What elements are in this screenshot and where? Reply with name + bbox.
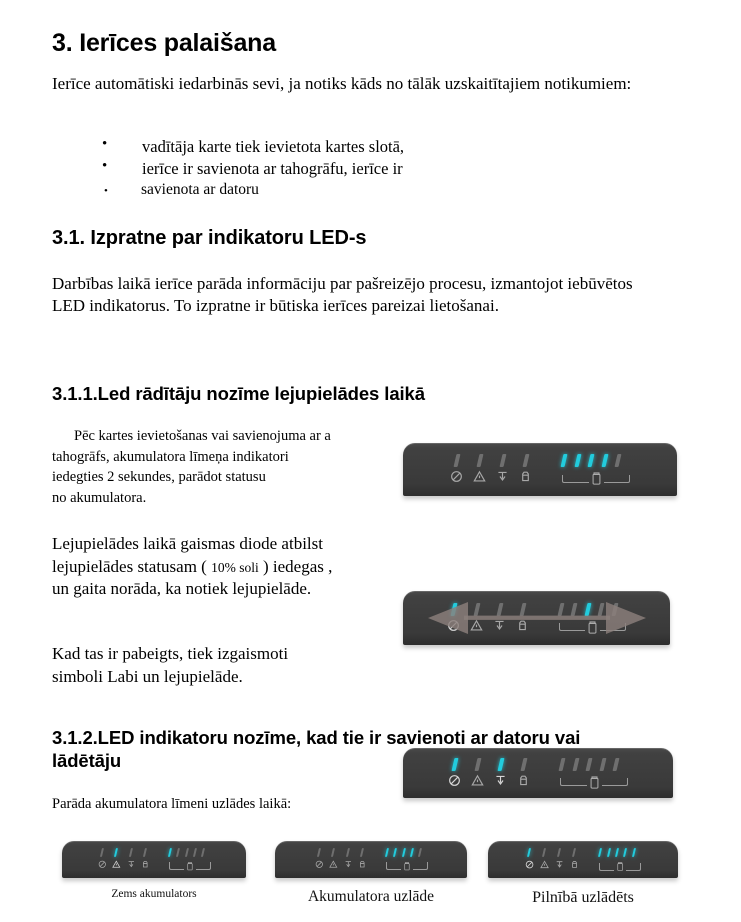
battery-icon bbox=[404, 862, 410, 871]
battery-bracket bbox=[169, 862, 210, 871]
ok-circle-icon bbox=[315, 860, 324, 869]
paragraph-a-line-1: Pēc kartes ievietošanas vai savienojuma ar a bbox=[74, 428, 331, 444]
paragraph-b-pre: lejupielādes statusam ( bbox=[52, 556, 212, 576]
paragraph-a-line-2: tahogrāfs, akumulatora līmeņa indikatori bbox=[52, 448, 289, 465]
device-battery-status bbox=[403, 443, 677, 496]
led-indicator bbox=[562, 454, 566, 470]
led-off bbox=[519, 603, 526, 616]
led-indicator bbox=[394, 848, 396, 860]
battery-bracket bbox=[599, 862, 641, 871]
led-indicator bbox=[98, 848, 107, 868]
led-off bbox=[176, 848, 180, 857]
led-indicator bbox=[589, 454, 593, 470]
led-off bbox=[499, 454, 506, 467]
led-indicator bbox=[315, 848, 324, 868]
led-on bbox=[450, 603, 457, 616]
memory-card-icon bbox=[358, 860, 367, 869]
download-arrow-icon bbox=[496, 470, 509, 483]
led-off bbox=[418, 848, 422, 857]
led-indicator bbox=[540, 848, 549, 869]
led-off bbox=[557, 603, 564, 616]
paragraph-a-line-4: no akumulatora. bbox=[52, 489, 147, 506]
step-percent-value: 10% soli bbox=[211, 559, 259, 575]
led-indicator bbox=[616, 848, 618, 860]
led-indicator bbox=[599, 603, 603, 619]
led-indicator bbox=[141, 848, 150, 868]
battery-bracket bbox=[562, 472, 630, 485]
led-indicator bbox=[112, 848, 121, 868]
led-indicator bbox=[493, 603, 506, 632]
battery-icon bbox=[592, 472, 601, 485]
warning-triangle-icon bbox=[470, 619, 483, 632]
led-indicator bbox=[177, 848, 179, 860]
battery-bracket bbox=[386, 862, 427, 871]
status-led-group bbox=[315, 848, 373, 868]
led-on bbox=[527, 848, 532, 857]
paragraph-b-line-2 bbox=[52, 556, 397, 579]
led-on bbox=[393, 848, 397, 857]
led-off bbox=[522, 454, 529, 467]
device-full-group bbox=[488, 841, 678, 907]
battery-led-group bbox=[169, 848, 210, 870]
list-item: • vadītāja karte tiek ievietota kartes slotā, bbox=[84, 136, 604, 158]
led-on bbox=[385, 848, 389, 857]
led-indicator bbox=[525, 848, 534, 869]
list-item: • savienota ar datoru bbox=[84, 180, 604, 200]
led-indicator bbox=[559, 603, 563, 619]
ok-circle-icon bbox=[447, 619, 460, 632]
status-led-group bbox=[98, 848, 156, 868]
led-indicator bbox=[608, 848, 610, 860]
led-indicator bbox=[603, 454, 607, 470]
led-off bbox=[542, 848, 547, 857]
battery-led-group bbox=[599, 848, 641, 871]
download-arrow-icon bbox=[344, 860, 353, 869]
paragraph-b bbox=[52, 533, 397, 601]
led-on bbox=[402, 848, 406, 857]
heading-3-1-2: 3.1.2.LED indikatoru nozīme, kad tie ir savienoti ar datoru vai lādētāju bbox=[52, 727, 581, 772]
led-indicator bbox=[519, 454, 532, 483]
warning-triangle-icon bbox=[540, 860, 549, 869]
battery-icon bbox=[617, 862, 623, 871]
led-off bbox=[317, 848, 321, 857]
led-indicator bbox=[599, 848, 601, 860]
led-indicator bbox=[624, 848, 626, 860]
led-indicator bbox=[386, 848, 388, 860]
led-off bbox=[331, 848, 335, 857]
paragraph-a-line-3: iedegties 2 sekundes, parādot statusu bbox=[52, 469, 266, 486]
download-arrow-icon bbox=[555, 860, 564, 869]
led-indicator bbox=[576, 454, 580, 470]
heading-3-1: 3.1. Izpratne par indikatoru LED-s bbox=[52, 227, 367, 249]
led-off bbox=[185, 848, 189, 857]
led-off bbox=[473, 603, 480, 616]
led-indicator bbox=[127, 848, 136, 868]
battery-led-group bbox=[559, 603, 627, 634]
download-arrow-icon bbox=[494, 774, 507, 787]
led-indicator bbox=[329, 848, 338, 868]
led-indicator bbox=[194, 848, 196, 860]
heading-3-1-1: 3.1.1.Led rādītāju nozīme lejupielādes laikā bbox=[52, 383, 425, 404]
caption-battery-charging: Akumulatora uzlāde bbox=[307, 888, 435, 905]
led-off bbox=[201, 848, 205, 857]
led-on bbox=[114, 848, 118, 857]
page-title: 3. Ierīces palaišana bbox=[52, 29, 276, 57]
led-indicator bbox=[616, 454, 620, 470]
led-on bbox=[623, 848, 628, 857]
warning-triangle-icon bbox=[112, 860, 121, 869]
download-arrow-icon bbox=[127, 860, 136, 869]
led-indicator bbox=[516, 603, 529, 632]
battery-bracket bbox=[559, 621, 627, 634]
memory-card-icon bbox=[516, 619, 529, 632]
ok-circle-icon bbox=[98, 860, 107, 869]
list-item: • ierīce ir savienota ar tahogrāfu, ierīce ir bbox=[84, 158, 604, 180]
led-off bbox=[476, 454, 483, 467]
memory-card-icon bbox=[141, 860, 150, 869]
ok-circle-icon bbox=[525, 860, 534, 869]
led-on bbox=[574, 454, 581, 467]
led-on bbox=[410, 848, 414, 857]
led-indicator bbox=[419, 848, 421, 860]
paragraph-a bbox=[52, 426, 382, 508]
intro-paragraph: Ierīce automātiski iedarbinās sevi, ja notiks kāds no tālāk uzskaitītajiem notikumiem: bbox=[52, 74, 632, 93]
memory-card-icon bbox=[517, 774, 530, 787]
memory-card-icon bbox=[570, 860, 579, 869]
ok-circle-icon bbox=[448, 774, 461, 787]
led-indicator bbox=[447, 603, 460, 632]
led-off bbox=[453, 454, 460, 467]
led-indicator bbox=[633, 848, 635, 860]
event-list bbox=[84, 136, 604, 200]
device-download-progress bbox=[403, 591, 670, 645]
device-charging-group bbox=[275, 841, 467, 906]
led-on bbox=[632, 848, 637, 857]
led-indicator bbox=[613, 603, 617, 619]
paragraph-c-line-2: simboli Labi un lejupielāde. bbox=[52, 666, 243, 686]
status-led-group bbox=[447, 603, 539, 632]
led-indicator bbox=[572, 603, 576, 619]
led-off bbox=[143, 848, 147, 857]
led-off bbox=[346, 848, 350, 857]
battery-icon bbox=[187, 862, 193, 871]
memory-card-icon bbox=[519, 470, 532, 483]
led-indicator bbox=[570, 848, 579, 869]
download-arrow-icon bbox=[493, 619, 506, 632]
led-indicator bbox=[403, 848, 405, 860]
paragraph-3-1-2: Parāda akumulatora līmeni uzlādes laikā: bbox=[52, 796, 292, 812]
led-indicator bbox=[586, 603, 590, 619]
caption-low-battery: Zems akumulators bbox=[111, 888, 197, 900]
led-off bbox=[571, 603, 578, 616]
warning-triangle-icon bbox=[471, 774, 484, 787]
caption-fully-charged: Pilnībā uzlādēts bbox=[532, 889, 634, 906]
battery-led-group bbox=[562, 454, 630, 485]
led-off bbox=[360, 848, 364, 857]
led-indicator bbox=[186, 848, 188, 860]
led-indicator bbox=[344, 848, 353, 868]
device-low-battery-group bbox=[62, 841, 246, 900]
led-indicator bbox=[169, 848, 171, 860]
led-on bbox=[606, 848, 611, 857]
status-led-group bbox=[525, 848, 585, 869]
paragraph-c bbox=[52, 643, 382, 688]
paragraph-b-post: ) iedegas , bbox=[258, 556, 333, 576]
led-on bbox=[601, 454, 608, 467]
led-indicator bbox=[202, 848, 204, 860]
led-on bbox=[168, 848, 172, 857]
led-off bbox=[100, 848, 104, 857]
warning-triangle-icon bbox=[329, 860, 338, 869]
battery-bracket bbox=[560, 776, 628, 789]
paragraph-b-line-3: un gaita norāda, ka notiek lejupielāde. bbox=[52, 579, 312, 599]
led-off bbox=[557, 848, 562, 857]
warning-triangle-icon bbox=[473, 470, 486, 483]
battery-led-group bbox=[386, 848, 427, 870]
led-indicator bbox=[555, 848, 564, 869]
ok-circle-icon bbox=[450, 470, 463, 483]
paragraph-c-line-1: Kad tas ir pabeigts, tiek izgaismoti bbox=[52, 644, 289, 663]
led-indicator bbox=[411, 848, 413, 860]
led-off bbox=[129, 848, 133, 857]
led-on bbox=[588, 454, 595, 467]
led-off bbox=[572, 848, 577, 857]
led-off bbox=[496, 603, 503, 616]
led-indicator bbox=[496, 454, 509, 483]
led-indicator bbox=[358, 848, 367, 868]
paragraph-3-1: Darbības laikā ierīce parāda informāciju par pašreizējo procesu, izmantojot iebūvētos LED indikatorus. To izpratne ir būtiska ierīces pareizai lietošanai. bbox=[52, 274, 633, 315]
paragraph-b-line-1: Lejupielādes laikā gaismas diode atbilst bbox=[52, 534, 323, 553]
status-led-group bbox=[450, 454, 542, 483]
led-on bbox=[561, 454, 568, 467]
led-on bbox=[584, 603, 591, 616]
led-off bbox=[611, 603, 618, 616]
led-off bbox=[615, 454, 622, 467]
led-off bbox=[193, 848, 197, 857]
battery-icon bbox=[588, 621, 597, 634]
led-off bbox=[598, 603, 605, 616]
led-indicator bbox=[473, 454, 486, 483]
led-on bbox=[598, 848, 603, 857]
led-indicator bbox=[450, 454, 463, 483]
led-on bbox=[615, 848, 620, 857]
led-indicator bbox=[470, 603, 483, 632]
battery-icon bbox=[590, 776, 599, 789]
